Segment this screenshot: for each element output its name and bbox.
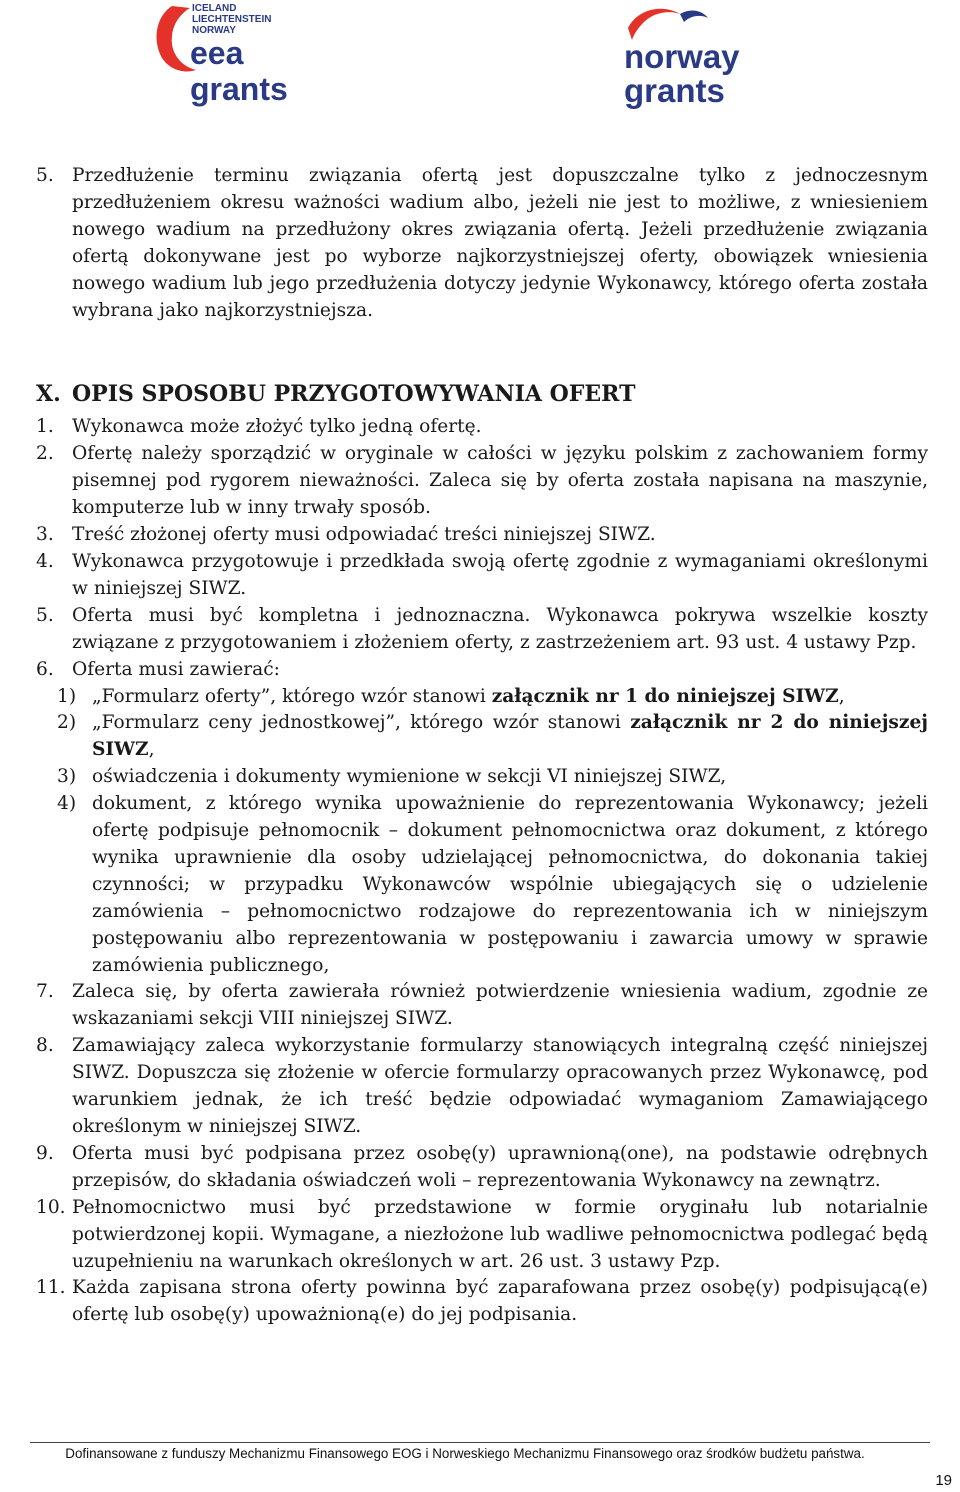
list-item bbox=[36, 1033, 928, 1141]
list-item-text: Pełnomocnictwo musi być przedstawione w formie oryginału lub notarialnie potwierdzonej kopii. Wymagane, a niezłożone lub wadliwe pełnomocnictwa podlegać będą uzupełnieniu na warunkach określonych w art. 26 ust. 3 ustawy Pzp. bbox=[72, 1196, 928, 1272]
list-item-text: Zamawiający zaleca wykorzystanie formularzy stanowiących integralną część niniejszej SIWZ. Dopuszcza się złożenie w ofercie formularzy opracowanych przez Wykonawcę, pod warunkiem jednak, że ich treść będzie odpowiadać wymaganiom Zamawiającego określonym w niniejszej SIWZ. bbox=[72, 1035, 928, 1137]
list-item-number: 7. bbox=[36, 981, 54, 1003]
list-item-number: 2. bbox=[36, 443, 54, 465]
list-item bbox=[36, 1141, 928, 1195]
list-item bbox=[36, 414, 928, 441]
eea-logo-country-3: NORWAY bbox=[192, 25, 236, 36]
sub-list-item-text: dokument, z którego wynika upoważnienie do reprezentowania Wykonawcy; jeżeli ofertę podpisuje pełnomocnik – dokument pełnomocnictwa oraz dokument, z którego wynika uprawnienie dla osoby udzielającej pełnomocnictwa, do dokonania takiej czynności; w przypadku Wykonawców wspólnie ubiegających się o udzielenie zamówienia – pełnomocnictwo rodzajowe do reprezentowania ich w niniejszym postępowaniu albo reprezentowania w postępowaniu i zawarcia umowy w sprawie zamówienia publicznego, bbox=[92, 793, 928, 976]
document-body bbox=[36, 163, 928, 1329]
norway-logo-word-grants: grants bbox=[624, 72, 725, 109]
sub-list-item bbox=[57, 791, 928, 979]
intro-text: Przedłużenie terminu związania ofertą jest dopuszczalne tylko z jednoczesnym przedłużeniem okresu ważności wadium albo, jeżeli nie jest to możliwe, z wniesieniem nowego wadium na przedłużony okres związania ofertą. Jeżeli przedłużenie związania ofertą dokonywane jest po wyborze najkorzystniejszej oferty, obowiązek wniesienia nowego wadium lub jego przedłużenia dotyczy jedynie Wykonawcy, którego oferta została wybrana jako najkorzystniejsza. bbox=[72, 165, 928, 321]
intro-number: 5. bbox=[36, 165, 54, 186]
sub-list-item-text-plain: „Formularz oferty”, którego wzór stanowi bbox=[92, 685, 492, 707]
list-item bbox=[36, 979, 928, 1033]
norway-logo-word-norway: norway bbox=[624, 38, 740, 75]
list-item bbox=[36, 1195, 928, 1276]
list-item bbox=[36, 657, 928, 684]
sub-list-item-text-suffix: , bbox=[838, 685, 845, 707]
sub-list-item-text-bold: załącznik nr 2 do niniejszej SIWZ bbox=[92, 712, 929, 761]
eea-grants-logo bbox=[150, 0, 320, 112]
footer-divider bbox=[30, 1442, 930, 1443]
list-item-number: 3. bbox=[36, 524, 54, 546]
list-item-text: Oferta musi być kompletna i jednoznaczna. Wykonawca pokrywa wszelkie koszty związane z przygotowaniem i złożeniem oferty, z zastrzeżeniem art. 93 ust. 4 ustawy Pzp. bbox=[72, 604, 928, 653]
sub-list-item bbox=[57, 684, 928, 711]
list-item bbox=[36, 441, 928, 522]
sub-list-item-text-plain: „Formularz ceny jednostkowej”, którego wzór stanowi bbox=[92, 712, 631, 734]
sub-list-item-text bbox=[92, 684, 928, 711]
norway-logo-blue-arc bbox=[680, 11, 708, 22]
list-item-number: 1. bbox=[36, 416, 54, 438]
sub-list-item-text: oświadczenia i dokumenty wymienione w sekcji VI niniejszej SIWZ, bbox=[92, 766, 727, 788]
sub-list-item-number: 4) bbox=[57, 793, 77, 815]
sub-list-item-text-bold: załącznik nr 1 do niniejszej SIWZ bbox=[491, 685, 839, 707]
sub-list-item bbox=[57, 764, 928, 791]
sub-list-item-text-suffix: , bbox=[148, 739, 155, 761]
list-item-number: 4. bbox=[36, 550, 54, 572]
list-item-text: Ofertę należy sporządzić w oryginale w całości w języku polskim z zachowaniem formy pisemnej pod rygorem nieważności. Zaleca się by oferta została napisana na maszynie, komputerze lub w inny trwały sposób. bbox=[72, 443, 928, 519]
list-item-text: Oferta musi być podpisana przez osobę(y) uprawnioną(one), na podstawie odrębnych przepisów, do składania oświadczeń woli – reprezentowania Wykonawcy na zewnątrz. bbox=[72, 1142, 928, 1191]
sub-list-item-number: 2) bbox=[57, 712, 77, 734]
norway-grants-logo bbox=[618, 0, 788, 112]
list-item bbox=[36, 603, 928, 657]
list-item-number: 5. bbox=[36, 604, 54, 626]
section-heading bbox=[36, 378, 928, 410]
eea-logo-country-1: ICELAND bbox=[192, 3, 237, 14]
eea-logo-country-2: LIECHTENSTEIN bbox=[192, 14, 272, 25]
sub-list-item-text bbox=[92, 710, 928, 764]
list-item bbox=[36, 522, 928, 549]
list-item-text: Zaleca się, by oferta zawierała również potwierdzenie wniesienia wadium, zgodnie ze wskazaniami sekcji VIII niniejszej SIWZ. bbox=[72, 981, 928, 1030]
list-item-number: 9. bbox=[36, 1142, 54, 1164]
footer-funding-note: Dofinansowane z funduszy Mechanizmu Finansowego EOG i Norweskiego Mechanizmu Finansowego oraz środków budżetu państwa. bbox=[65, 1446, 865, 1461]
sub-list-item-number: 1) bbox=[57, 685, 77, 707]
list-item-text: Wykonawca może złożyć tylko jedną ofertę. bbox=[72, 416, 482, 438]
intro-paragraph bbox=[36, 163, 928, 324]
norway-logo-red-arc bbox=[628, 9, 680, 40]
page-number: 19 bbox=[935, 1472, 952, 1489]
list-item-number: 11. bbox=[36, 1277, 66, 1299]
list-item bbox=[36, 549, 928, 603]
list-item-text: Każda zapisana strona oferty powinna być zaparafowana przez osobę(y) podpisującą(e) ofertę lub osobę(y) upoważnioną(e) do jej podpisania. bbox=[72, 1277, 928, 1326]
sub-list-item-number: 3) bbox=[57, 766, 77, 788]
eea-logo-word-grants: grants bbox=[190, 71, 288, 107]
list-item-text: Wykonawca przygotowuje i przedkłada swoją ofertę zgodnie z wymaganiami określonymi w niniejszej SIWZ. bbox=[72, 550, 928, 599]
sub-list-item bbox=[57, 710, 928, 764]
list-item-text: Treść złożonej oferty musi odpowiadać treści niniejszej SIWZ. bbox=[72, 524, 656, 546]
eea-logo-word-eea: eea bbox=[190, 35, 244, 71]
section-number: X. bbox=[36, 381, 61, 408]
list-item-number: 6. bbox=[36, 658, 54, 680]
list-item-text: Oferta musi zawierać: bbox=[72, 658, 280, 680]
section-title: OPIS SPOSOBU PRZYGOTOWYWANIA OFERT bbox=[72, 381, 636, 408]
list-item-number: 10. bbox=[36, 1196, 66, 1218]
list-item-number: 8. bbox=[36, 1035, 54, 1057]
list-item bbox=[36, 1275, 928, 1329]
